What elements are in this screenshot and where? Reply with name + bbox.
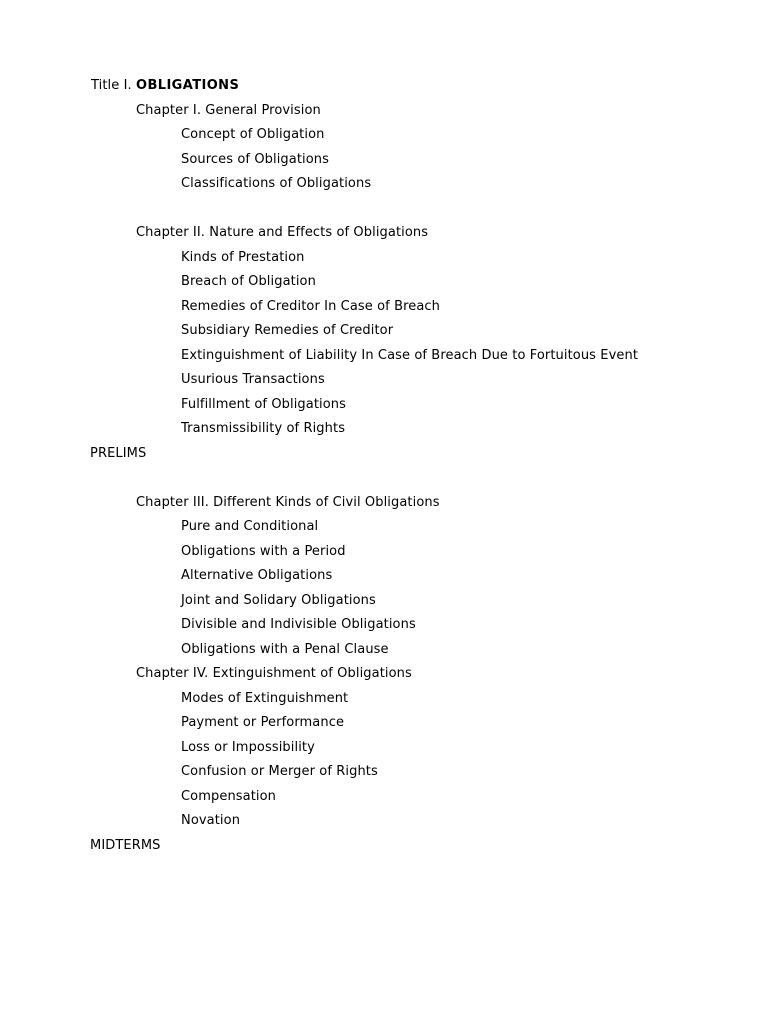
topic-item: Extinguishment of Liability In Case of Breach Due to Fortuitous Event — [181, 347, 639, 363]
topic-item: Confusion or Merger of Rights — [181, 764, 378, 779]
topic-item: Obligations with a Period — [181, 543, 346, 559]
spacer — [0, 466, 768, 491]
chapter-heading: Chapter II. Nature and Effects of Obligations — [136, 225, 429, 240]
topic-item: Compensation — [181, 788, 277, 804]
title-name: OBLIGATIONS — [136, 78, 240, 93]
chapter-heading: Chapter III. Different Kinds of Civil Obligations — [136, 494, 440, 510]
topic-item: Classifications of Obligations — [181, 176, 372, 191]
topic-item: Modes of Extinguishment — [181, 690, 349, 706]
topic-item: Alternative Obligations — [181, 568, 333, 583]
topic-item: Payment or Performance — [181, 715, 345, 730]
topic-item: Kinds of Prestation — [181, 249, 305, 265]
chapter-heading: Chapter IV. Extinguishment of Obligations — [136, 666, 412, 681]
term-label-prelims: PRELIMS — [90, 445, 147, 461]
document-title — [0, 74, 768, 99]
document-page — [0, 74, 768, 858]
topic-item: Usurious Transactions — [181, 372, 325, 387]
topic-item: Joint and Solidary Obligations — [181, 592, 376, 608]
topic-item: Transmissibility of Rights — [181, 421, 346, 436]
topic-item: Remedies of Creditor In Case of Breach — [181, 298, 441, 314]
topic-item: Divisible and Indivisible Obligations — [181, 617, 416, 632]
topic-item: Novation — [181, 813, 241, 828]
spacer — [0, 197, 768, 222]
topic-item: Pure and Conditional — [181, 519, 319, 534]
term-label-midterms: MIDTERMS — [90, 837, 161, 853]
topic-item: Loss or Impossibility — [181, 739, 315, 755]
title-prefix: Title I. — [91, 78, 132, 93]
topic-item: Breach of Obligation — [181, 274, 316, 289]
topic-item: Obligations with a Penal Clause — [181, 641, 389, 657]
topic-item: Sources of Obligations — [181, 151, 330, 167]
topic-item: Subsidiary Remedies of Creditor — [181, 323, 394, 338]
topic-item: Concept of Obligation — [181, 127, 325, 142]
chapter-heading: Chapter I. General Provision — [136, 102, 321, 118]
topic-item: Fulfillment of Obligations — [181, 396, 347, 412]
